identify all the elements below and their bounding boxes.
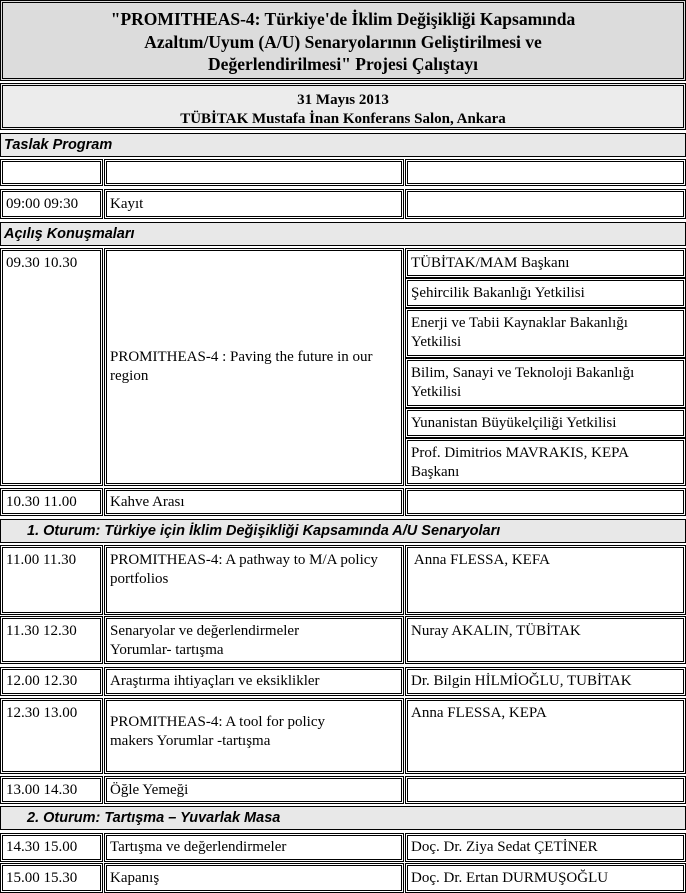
activity-opening-text: PROMITHEAS-4 : Paving the future in our region	[110, 349, 373, 384]
date-venue-block	[0, 83, 686, 130]
speaker-opening-3: Enerji ve Tabii Kaynaklar Bakanlığı Yetkilisi	[405, 308, 686, 358]
activity-registration: Kayıt	[104, 189, 404, 219]
event-venue: TÜBİTAK Mustafa İnan Konferans Salon, Ankara	[180, 111, 506, 127]
activity-opening	[104, 248, 404, 486]
time-lunch: 13.00 14.30	[0, 776, 103, 804]
activity-session1-2: Senaryolar ve değerlendirmeler Yorumlar- tartışma	[104, 616, 404, 664]
activity-session1-3: Araştırma ihtiyaçları ve eksiklikler	[104, 667, 404, 696]
empty-cell	[405, 776, 686, 804]
time-session1-2: 11.30 12.30	[0, 616, 103, 664]
section-session-2: 2. Oturum: Tartışma – Yuvarlak Masa	[0, 806, 686, 830]
activity-coffee: Kahve Arası	[104, 488, 404, 516]
activity-session1-4: PROMITHEAS-4: A tool for policy makers Yorumlar -tartışma	[104, 698, 404, 774]
activity-session1-1: PROMITHEAS-4: A pathway to M/A policy portfolios	[104, 545, 404, 615]
time-session1-1: 11.00 11.30	[0, 545, 103, 615]
speaker-opening-5: Yunanistan Büyükelçiliği Yetkilisi	[405, 408, 686, 438]
empty-cell	[104, 159, 404, 186]
speaker-opening-6: Prof. Dimitrios MAVRAKIS, KEPA Başkanı	[405, 438, 686, 486]
time-session1-4: 12.30 13.00	[0, 698, 103, 774]
time-opening: 09.30 10.30	[0, 248, 103, 486]
speaker-session1-4: Anna FLESSA, KEPA	[405, 698, 686, 774]
speaker-session1-1: Anna FLESSA, KEFA	[405, 545, 686, 615]
workshop-title	[0, 0, 686, 81]
speaker-opening-4: Bilim, Sanayi ve Teknoloji Bakanlığı Yetkilisi	[405, 358, 686, 408]
time-session2-2: 15.00 15.30	[0, 863, 103, 893]
empty-cell	[405, 488, 686, 516]
empty-cell	[0, 159, 103, 186]
speaker-session1-2: Nuray AKALIN, TÜBİTAK	[405, 616, 686, 664]
section-draft-program: Taslak Program	[0, 133, 686, 157]
speaker-session1-3: Dr. Bilgin HİLMİOĞLU, TUBİTAK	[405, 667, 686, 696]
speaker-session2-1: Doç. Dr. Ziya Sedat ÇETİNER	[405, 833, 686, 862]
empty-cell	[405, 159, 686, 186]
title-line-2: Azaltım/Uyum (A/U) Senaryolarının Geliştirilmesi ve	[144, 31, 542, 52]
empty-cell	[405, 189, 686, 219]
time-session1-3: 12.00 12.30	[0, 667, 103, 696]
section-opening: Açılış Konuşmaları	[0, 222, 686, 246]
event-date: 31 Mayıs 2013	[297, 92, 389, 108]
section-session-1: 1. Oturum: Türkiye için İklim Değişikliği Kapsamında A/U Senaryoları	[0, 519, 686, 543]
title-line-1: "PROMITHEAS-4: Türkiye'de İklim Değişikliği Kapsamında	[110, 9, 576, 29]
activity-session2-1: Tartışma ve değerlendirmeler	[104, 833, 404, 862]
title-line-3: Değerlendirilmesi" Projesi Çalıştayı	[208, 54, 478, 74]
time-session2-1: 14.30 15.00	[0, 833, 103, 862]
speaker-session2-2: Doç. Dr. Ertan DURMUŞOĞLU	[405, 863, 686, 893]
activity-session2-2: Kapanış	[104, 863, 404, 893]
time-coffee: 10.30 11.00	[0, 488, 103, 516]
speaker-opening-1: TÜBİTAK/MAM Başkanı	[405, 248, 686, 278]
speaker-opening-2: Şehircilik Bakanlığı Yetkilisi	[405, 278, 686, 308]
time-registration: 09:00 09:30	[0, 189, 103, 219]
activity-lunch: Öğle Yemeği	[104, 776, 404, 804]
